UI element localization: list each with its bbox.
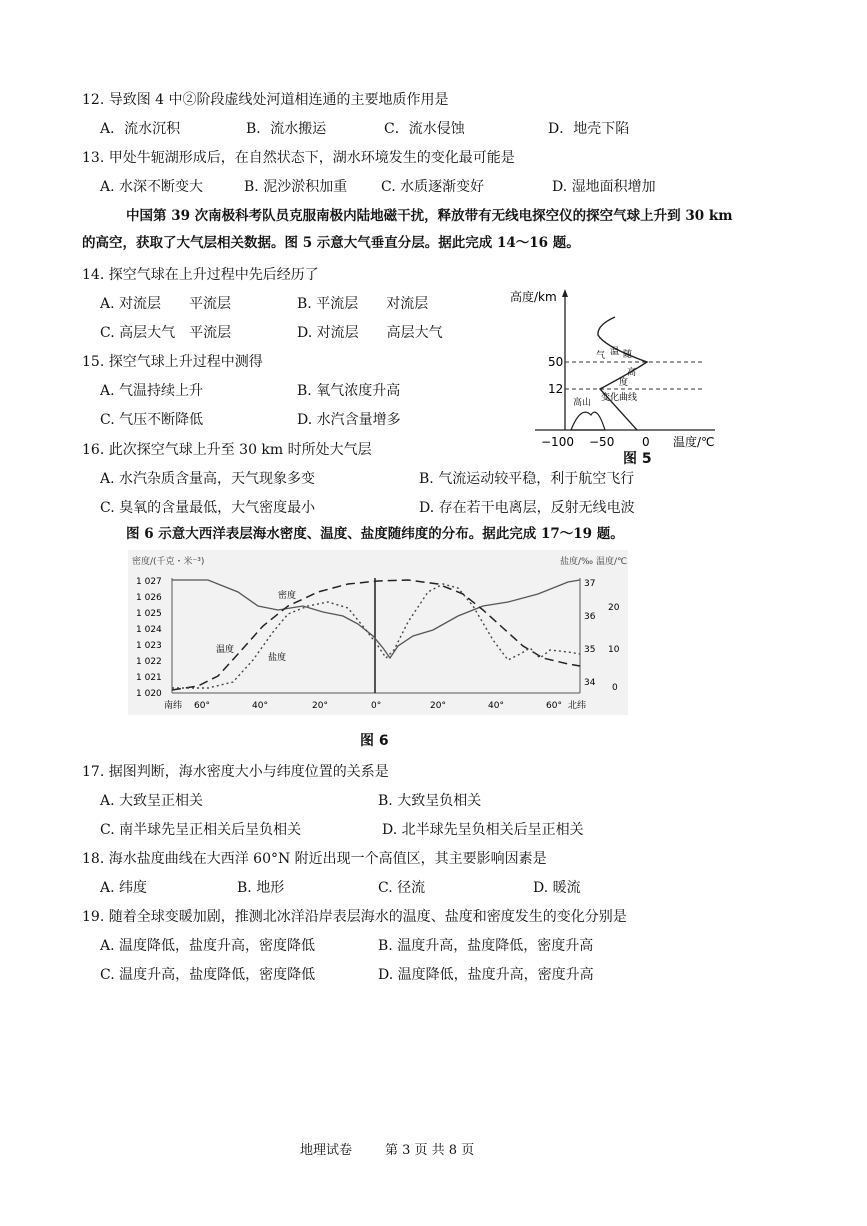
q14-option-c: C. 高层大气 平流层 [100,325,232,341]
fig6-x-s60: 60° [194,701,210,711]
q15-option-b: B. 氧气浓度升高 [297,383,401,399]
q13-option-d: D. 湿地面积增加 [552,179,656,195]
fig5-curve-label-6: 变化曲线 [601,393,638,403]
fig6-x-n60: 60° [546,701,562,711]
q18-stem: 18. 海水盐度曲线在大西洋 60°N 附近出现一个高值区，其主要影响因素是 [82,851,547,867]
intro-14-16-line1: 中国第 39 次南极科考队员克服南极内陆地磁干扰，释放带有无线电探空仪的探空气球上升到 30 km [126,208,733,224]
q12-option-d: D．地壳下陷 [548,121,630,137]
q13-stem: 13. 甲处牛轭湖形成后，在自然状态下，湖水环境发生的变化最可能是 [82,150,515,166]
q19-option-a: A. 温度降低，盐度升高，密度降低 [100,938,316,954]
q12-option-c: C．流水侵蚀 [384,121,465,137]
fig5-curve-label-3: 随 [623,350,633,360]
footer-page: 第 3 页 共 8 页 [385,1143,475,1158]
q17-option-b: B. 大致呈负相关 [378,793,482,809]
q17-option-a: A. 大致呈正相关 [100,793,204,809]
fig5-mountain-icon [571,412,605,430]
q14-option-d: D. 对流层 高层大气 [297,325,443,341]
fig6-x-s20: 20° [312,701,328,711]
q16-stem: 16. 此次探空气球上升至 30 km 时所处大气层 [82,442,372,458]
q13-option-a: A. 水深不断变大 [100,179,204,195]
q17-option-c: C. 南半球先呈正相关后呈负相关 [100,822,302,838]
fig6-dtick-1023: 1 023 [136,641,162,651]
figure-6-atlantic-chart [128,550,628,715]
fig6-dtick-1021: 1 021 [136,673,162,683]
intro-14-16-line2: 的高空，获取了大气层相关数据。图 5 示意大气垂直分层。据此完成 14～16 题。 [82,235,580,251]
q19-stem: 19. 随着全球变暖加剧，推测北冰洋沿岸表层海水的温度、盐度和密度发生的变化分别是 [82,909,627,925]
fig6-x-north: 北纬 [568,701,587,711]
fig6-x-s40: 40° [252,701,268,711]
fig6-ttick-0: 0 [612,683,618,693]
figure-6-caption: 图 6 [360,733,389,749]
fig5-y-arrow [562,289,568,297]
fig6-background [128,550,628,715]
fig5-curve-label-5: 度 [619,378,629,388]
fig6-stick-35: 35 [584,645,596,655]
fig6-ttick-10: 10 [608,645,620,655]
q15-option-a: A. 气温持续上升 [100,383,204,399]
fig6-right-axis-title: 盐度/‰ 温度/℃ [560,557,628,567]
q16-option-a: A. 水汽杂质含量高，天气现象多变 [100,471,316,487]
q12-option-b: B．流水搬运 [246,121,327,137]
q12-option-a: A．流水沉积 [100,121,181,137]
fig6-label-salinity: 盐度 [268,653,287,663]
fig6-dtick-1025: 1 025 [136,609,162,619]
fig5-xlabel: 温度/℃ [673,435,715,449]
q14-option-b: B. 平流层 对流层 [297,296,429,312]
q16-option-c: C. 臭氧的含量最低，大气密度最小 [100,500,316,516]
q15-option-c: C. 气压不断降低 [100,412,204,428]
q12-stem: 12. 导致图 4 中②阶段虚线处河道相连通的主要地质作用是 [82,92,449,108]
fig6-left-axis-title: 密度/(千克・米⁻³) [132,557,205,567]
q18-option-b: B. 地形 [237,880,285,896]
fig6-dtick-1022: 1 022 [136,657,162,667]
fig6-label-density: 密度 [278,591,297,601]
fig6-ttick-20: 20 [608,603,620,613]
fig6-stick-37: 37 [584,579,596,589]
q16-option-d: D. 存在若干电离层，反射无线电波 [419,500,635,516]
q15-stem: 15. 探空气球上升过程中测得 [82,354,263,370]
fig5-curve-label-2: 温 [610,347,620,357]
fig6-dtick-1024: 1 024 [136,625,162,635]
intro-17-19: 图 6 示意大西洋表层海水密度、温度、盐度随纬度的分布。据此完成 17～19 题。 [126,526,624,542]
q13-option-c: C. 水质逐渐变好 [381,179,485,195]
fig5-ylabel: 高度/km [510,290,557,304]
q14-stem: 14. 探空气球在上升过程中先后经历了 [82,267,319,283]
q18-option-c: C. 径流 [378,880,426,896]
fig6-x-n40: 40° [488,701,504,711]
q14-option-a: A. 对流层 平流层 [100,296,232,312]
figure-5-caption: 图 5 [623,451,652,467]
q19-option-b: B. 温度升高，盐度降低，密度升高 [378,938,594,954]
q13-option-b: B. 泥沙淤积加重 [244,179,348,195]
fig6-dtick-1026: 1 026 [136,593,162,603]
fig5-xtick-0: 0 [642,435,650,449]
fig6-label-temperature: 温度 [216,645,235,655]
q16-option-b: B. 气流运动较平稳，利于航空飞行 [419,471,635,487]
fig5-curve-label-1: 气 [596,351,606,361]
fig5-mountain-label: 高山 [573,398,592,408]
q17-option-d: D. 北半球先呈负相关后呈正相关 [382,822,584,838]
fig6-stick-36: 36 [584,612,596,622]
q15-option-d: D. 水汽含量增多 [297,412,401,428]
fig6-dtick-1020: 1 020 [136,689,162,699]
fig5-xtick-minus50: −50 [589,435,615,449]
q18-option-a: A. 纬度 [100,880,148,896]
fig5-temperature-curve [598,317,647,430]
fig6-stick-34: 34 [584,678,596,688]
q17-stem: 17. 据图判断，海水密度大小与纬度位置的关系是 [82,764,389,780]
fig5-ytick-50: 50 [548,355,564,369]
fig5-xtick-minus100: −100 [541,435,574,449]
fig6-dtick-1027: 1 027 [136,577,162,587]
footer-subject: 地理试卷 [300,1143,353,1158]
fig6-x-south: 南纬 [164,701,183,711]
fig5-curve-label-4: 高 [627,368,637,378]
figure-5-atmosphere-diagram [505,265,730,465]
q19-option-c: C. 温度升高，盐度降低，密度降低 [100,967,316,983]
fig5-ytick-12: 12 [548,382,564,396]
fig6-x-0: 0° [371,701,382,711]
q19-option-d: D. 温度降低，盐度升高，密度升高 [378,967,594,983]
fig6-x-n20: 20° [430,701,446,711]
q18-option-d: D. 暖流 [533,880,581,896]
